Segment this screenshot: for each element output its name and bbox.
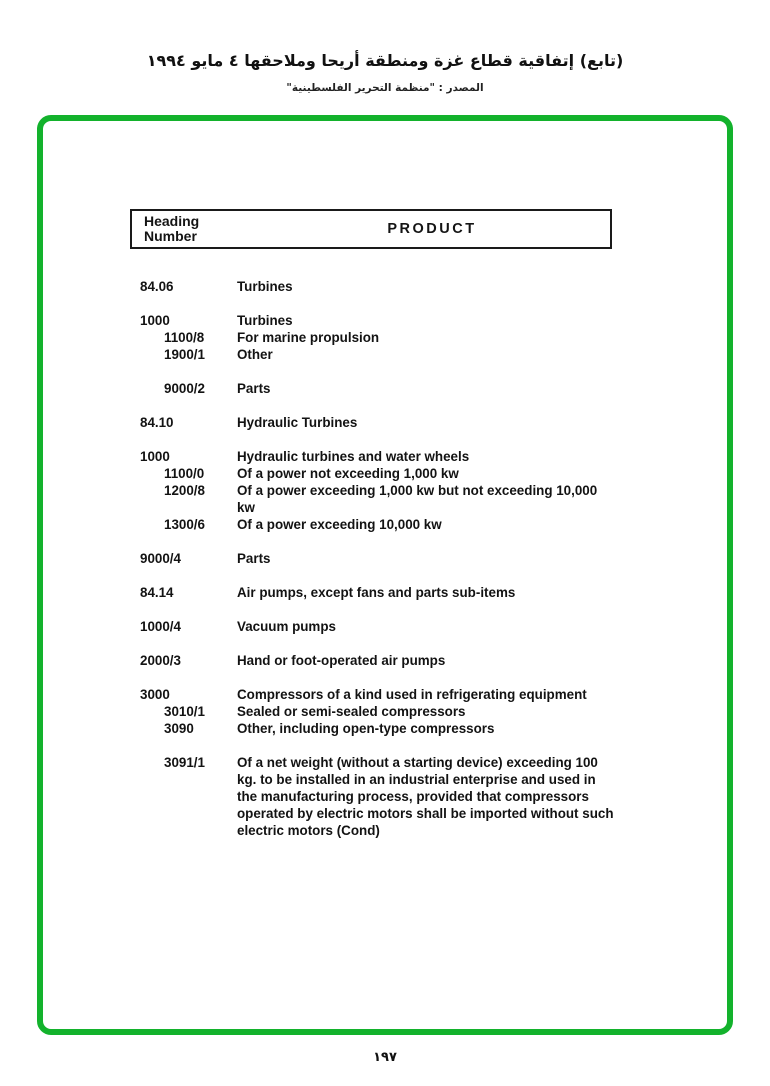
- table-row: [130, 380, 616, 397]
- product-column-header: PRODUCT: [387, 221, 477, 237]
- product-cell: For marine propulsion: [237, 330, 380, 345]
- heading-number-cell: 3090: [164, 721, 194, 736]
- heading-number-cell: 84.14: [140, 585, 174, 600]
- product-cell: Compressors of a kind used in refrigerating equipment: [237, 687, 587, 702]
- heading-number-cell: 84.06: [140, 279, 174, 294]
- heading-number-cell: 1000/4: [140, 619, 181, 634]
- product-cell: Turbines: [237, 279, 293, 294]
- table-row: [130, 720, 616, 737]
- heading-number-header-line2: Number: [144, 228, 197, 244]
- heading-number-cell: 1900/1: [164, 347, 205, 362]
- product-cell: Other, including open-type compressors: [237, 721, 495, 736]
- table-row: [130, 754, 616, 839]
- product-cell: Of a power not exceeding 1,000 kw: [237, 466, 459, 481]
- product-cell: Turbines: [237, 313, 293, 328]
- product-cell: Parts: [237, 551, 271, 566]
- heading-number-cell: 1100/8: [164, 330, 205, 345]
- page-number: ١٩٧: [373, 1050, 397, 1065]
- product-cell: Parts: [237, 381, 271, 396]
- heading-number-cell: 1100/0: [164, 466, 205, 481]
- product-cell: Hydraulic Turbines: [237, 415, 358, 430]
- table-row: [130, 482, 616, 516]
- table-row: [130, 329, 616, 346]
- product-cell: Of a net weight (without a starting device) exceeding 100 kg. to be installed in an industrial enterprise and used in the manufacturing process, provided that compressors operated by electric motors shall be imported without such electric motors (Cond): [237, 755, 614, 838]
- heading-number-header-line1: Heading: [144, 213, 200, 229]
- heading-number-cell: 9000/2: [164, 381, 205, 396]
- product-cell: Of a power exceeding 10,000 kw: [237, 517, 442, 532]
- heading-number-cell: 2000/3: [140, 653, 181, 668]
- product-cell: Other: [237, 347, 273, 362]
- page-title: (تابع) إتفاقية قطاع غزة ومنطقة أريحا وملاحقها ٤ مايو ١٩٩٤: [146, 51, 624, 70]
- table-row: [130, 516, 616, 533]
- product-cell: Hydraulic turbines and water wheels: [237, 449, 470, 464]
- table-row: [130, 584, 616, 601]
- product-cell: Of a power exceeding 1,000 kw but not exceeding 10,000 kw: [237, 483, 598, 515]
- heading-number-cell: 84.10: [140, 415, 174, 430]
- source-line: المصدر : "منظمة التحرير الفلسطينية": [286, 82, 484, 94]
- table-row: [130, 618, 616, 635]
- table-row: [130, 465, 616, 482]
- table-row: [130, 346, 616, 363]
- product-cell: Air pumps, except fans and parts sub-items: [237, 585, 516, 600]
- table-header: [130, 209, 612, 249]
- green-border-frame: [37, 115, 733, 1035]
- heading-number-column-header: [132, 214, 254, 244]
- heading-number-cell: 1000: [140, 449, 170, 464]
- table-row: [130, 414, 616, 431]
- heading-number-cell: 3010/1: [164, 704, 205, 719]
- table-row: [130, 312, 616, 329]
- product-cell: Hand or foot-operated air pumps: [237, 653, 446, 668]
- heading-number-cell: 9000/4: [140, 551, 181, 566]
- heading-number-cell: 1200/8: [164, 483, 205, 498]
- table-row: [130, 448, 616, 465]
- product-cell: Vacuum pumps: [237, 619, 336, 634]
- product-cell: Sealed or semi-sealed compressors: [237, 704, 466, 719]
- table-body: [130, 261, 616, 839]
- heading-number-cell: 1300/6: [164, 517, 205, 532]
- table-row: [130, 278, 616, 295]
- table-row: [130, 550, 616, 567]
- table-row: [130, 652, 616, 669]
- heading-number-cell: 1000: [140, 313, 170, 328]
- table-row: [130, 686, 616, 703]
- heading-number-cell: 3000: [140, 687, 170, 702]
- heading-number-cell: 3091/1: [164, 755, 205, 770]
- table-row: [130, 703, 616, 720]
